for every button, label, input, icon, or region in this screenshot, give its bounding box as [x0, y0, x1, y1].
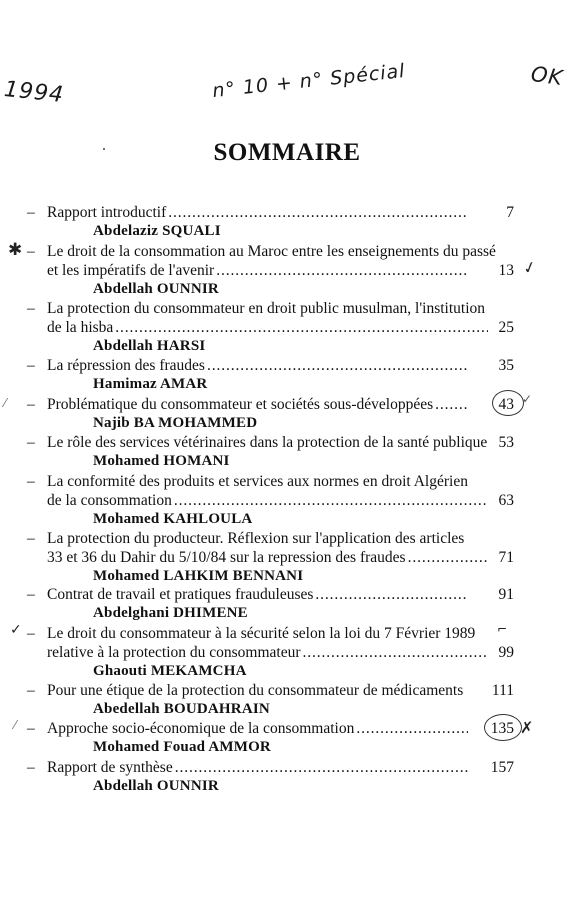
leader-dots — [303, 643, 488, 662]
toc-entry-title: – Le droit du consommateur à la sécurité selon la loi du 7 Février 1989 — [27, 625, 476, 642]
leader-dots — [175, 758, 468, 777]
toc-entry-title: – Rapport de synthèse . . . — [27, 758, 470, 777]
toc-entry-title-cont: relative à la protection du consommateur . . . — [47, 643, 490, 662]
leader-dots — [174, 491, 488, 510]
toc-author: Najib BA MOHAMMED — [93, 415, 258, 431]
toc-page-number: 53 — [498, 434, 514, 451]
toc-entry-title: – Le rôle des services vétérinaires dans la protection de la santé publique — [27, 434, 488, 451]
page-title: SOMMAIRE — [213, 139, 361, 166]
toc-page-number: 35 — [498, 357, 514, 374]
handwritten-check-mark: ✓ — [520, 256, 539, 279]
leader-dots — [115, 318, 488, 337]
leader-dots — [207, 356, 468, 375]
toc-entry-title-cont: de la hisba . . . — [47, 318, 490, 337]
toc-page-number: 99 — [498, 644, 514, 661]
toc-page-number: 43 — [498, 396, 514, 413]
toc-entry-title: – Rapport introductif . . . — [27, 203, 470, 222]
leader-dots — [408, 548, 488, 567]
handwritten-year: 1994 — [2, 76, 66, 109]
toc-entry-title: – La protection du producteur. Réflexion sur l'application des articles — [27, 530, 465, 547]
toc-entry-title-cont: de la consommation . . . — [47, 491, 490, 510]
toc-entry-title: – La répression des fraudes . . . — [27, 356, 470, 375]
toc-entry-title: – Contrat de travail et pratiques frauduleuses . . . — [27, 585, 470, 604]
pencil-tick-mark: ✓ — [522, 392, 533, 406]
toc-entry-title: – Approche socio-économique de la consommation . . . — [27, 719, 470, 738]
pencil-tick-mark: ⁄ — [4, 396, 7, 410]
toc-author: Abdellah OUNNIR — [93, 778, 219, 794]
handwritten-dash-mark: ⌐ — [497, 622, 508, 636]
toc-entry-title: – Le droit de la consommation au Maroc entre les enseignements du passé — [27, 243, 496, 260]
toc-entry-title: – La protection du consommateur en droit public musulman, l'institution — [27, 300, 486, 317]
pencil-tick-mark: ⁄ — [14, 718, 17, 732]
toc-entry-title: – Problématique du consommateur et sociétés sous-développées . . . — [27, 395, 470, 414]
handwritten-ok: OK — [529, 61, 565, 91]
toc-page-number: 111 — [491, 682, 514, 699]
toc-author: Hamimaz AMAR — [93, 376, 208, 392]
toc-page-number: 7 — [506, 204, 514, 221]
toc-page-number: 71 — [498, 549, 514, 566]
toc-page-number: 91 — [498, 586, 514, 603]
handwritten-issue-note: n° 10 + n° Spécial — [211, 59, 407, 103]
toc-author: Mohamed Fouad AMMOR — [93, 739, 271, 755]
handwritten-check-mark: ✓ — [10, 622, 22, 638]
toc-author: Abdelghani DHIMENE — [93, 605, 248, 621]
toc-author: Abdellah OUNNIR — [93, 281, 219, 297]
toc-author: Abdelaziz SQUALI — [93, 223, 221, 239]
toc-author: Ghaouti MEKAMCHA — [93, 663, 247, 679]
toc-entry-title-cont: 33 et 36 du Dahir du 5/10/84 sur la repression des fraudes . . . — [47, 548, 490, 567]
toc-page-number: 63 — [498, 492, 514, 509]
handwritten-asterisk-mark: ✱ — [8, 240, 23, 260]
toc-entry-title: – La conformité des produits et services aux normes en droit Algérien — [27, 473, 468, 490]
leader-dots — [168, 203, 468, 222]
toc-page-number: 25 — [498, 319, 514, 336]
leader-dots — [435, 395, 468, 414]
handwritten-cross-mark: ✗ — [520, 718, 534, 737]
toc-page-number: 157 — [490, 759, 514, 776]
toc-author: Mohamed HOMANI — [93, 453, 230, 469]
leader-dots — [315, 585, 468, 604]
leader-dots — [356, 719, 468, 738]
leader-dots — [216, 261, 468, 280]
toc-author: Abdellah HARSI — [93, 338, 206, 354]
toc-entry-title-cont: et les impératifs de l'avenir . . . — [47, 261, 470, 280]
toc-entry-title: – Pour une étique de la protection du consommateur de médicaments — [27, 682, 464, 699]
toc-page-number: 13 — [498, 262, 514, 279]
handwritten-circle-mark — [492, 390, 524, 416]
toc-author: Mohamed LAHKIM BENNANI — [93, 568, 304, 584]
toc-page-number: 135 — [490, 720, 514, 737]
toc-author: Mohamed KAHLOULA — [93, 511, 253, 527]
toc-author: Abedellah BOUDAHRAIN — [93, 701, 270, 717]
handwritten-circle-mark — [484, 714, 522, 741]
